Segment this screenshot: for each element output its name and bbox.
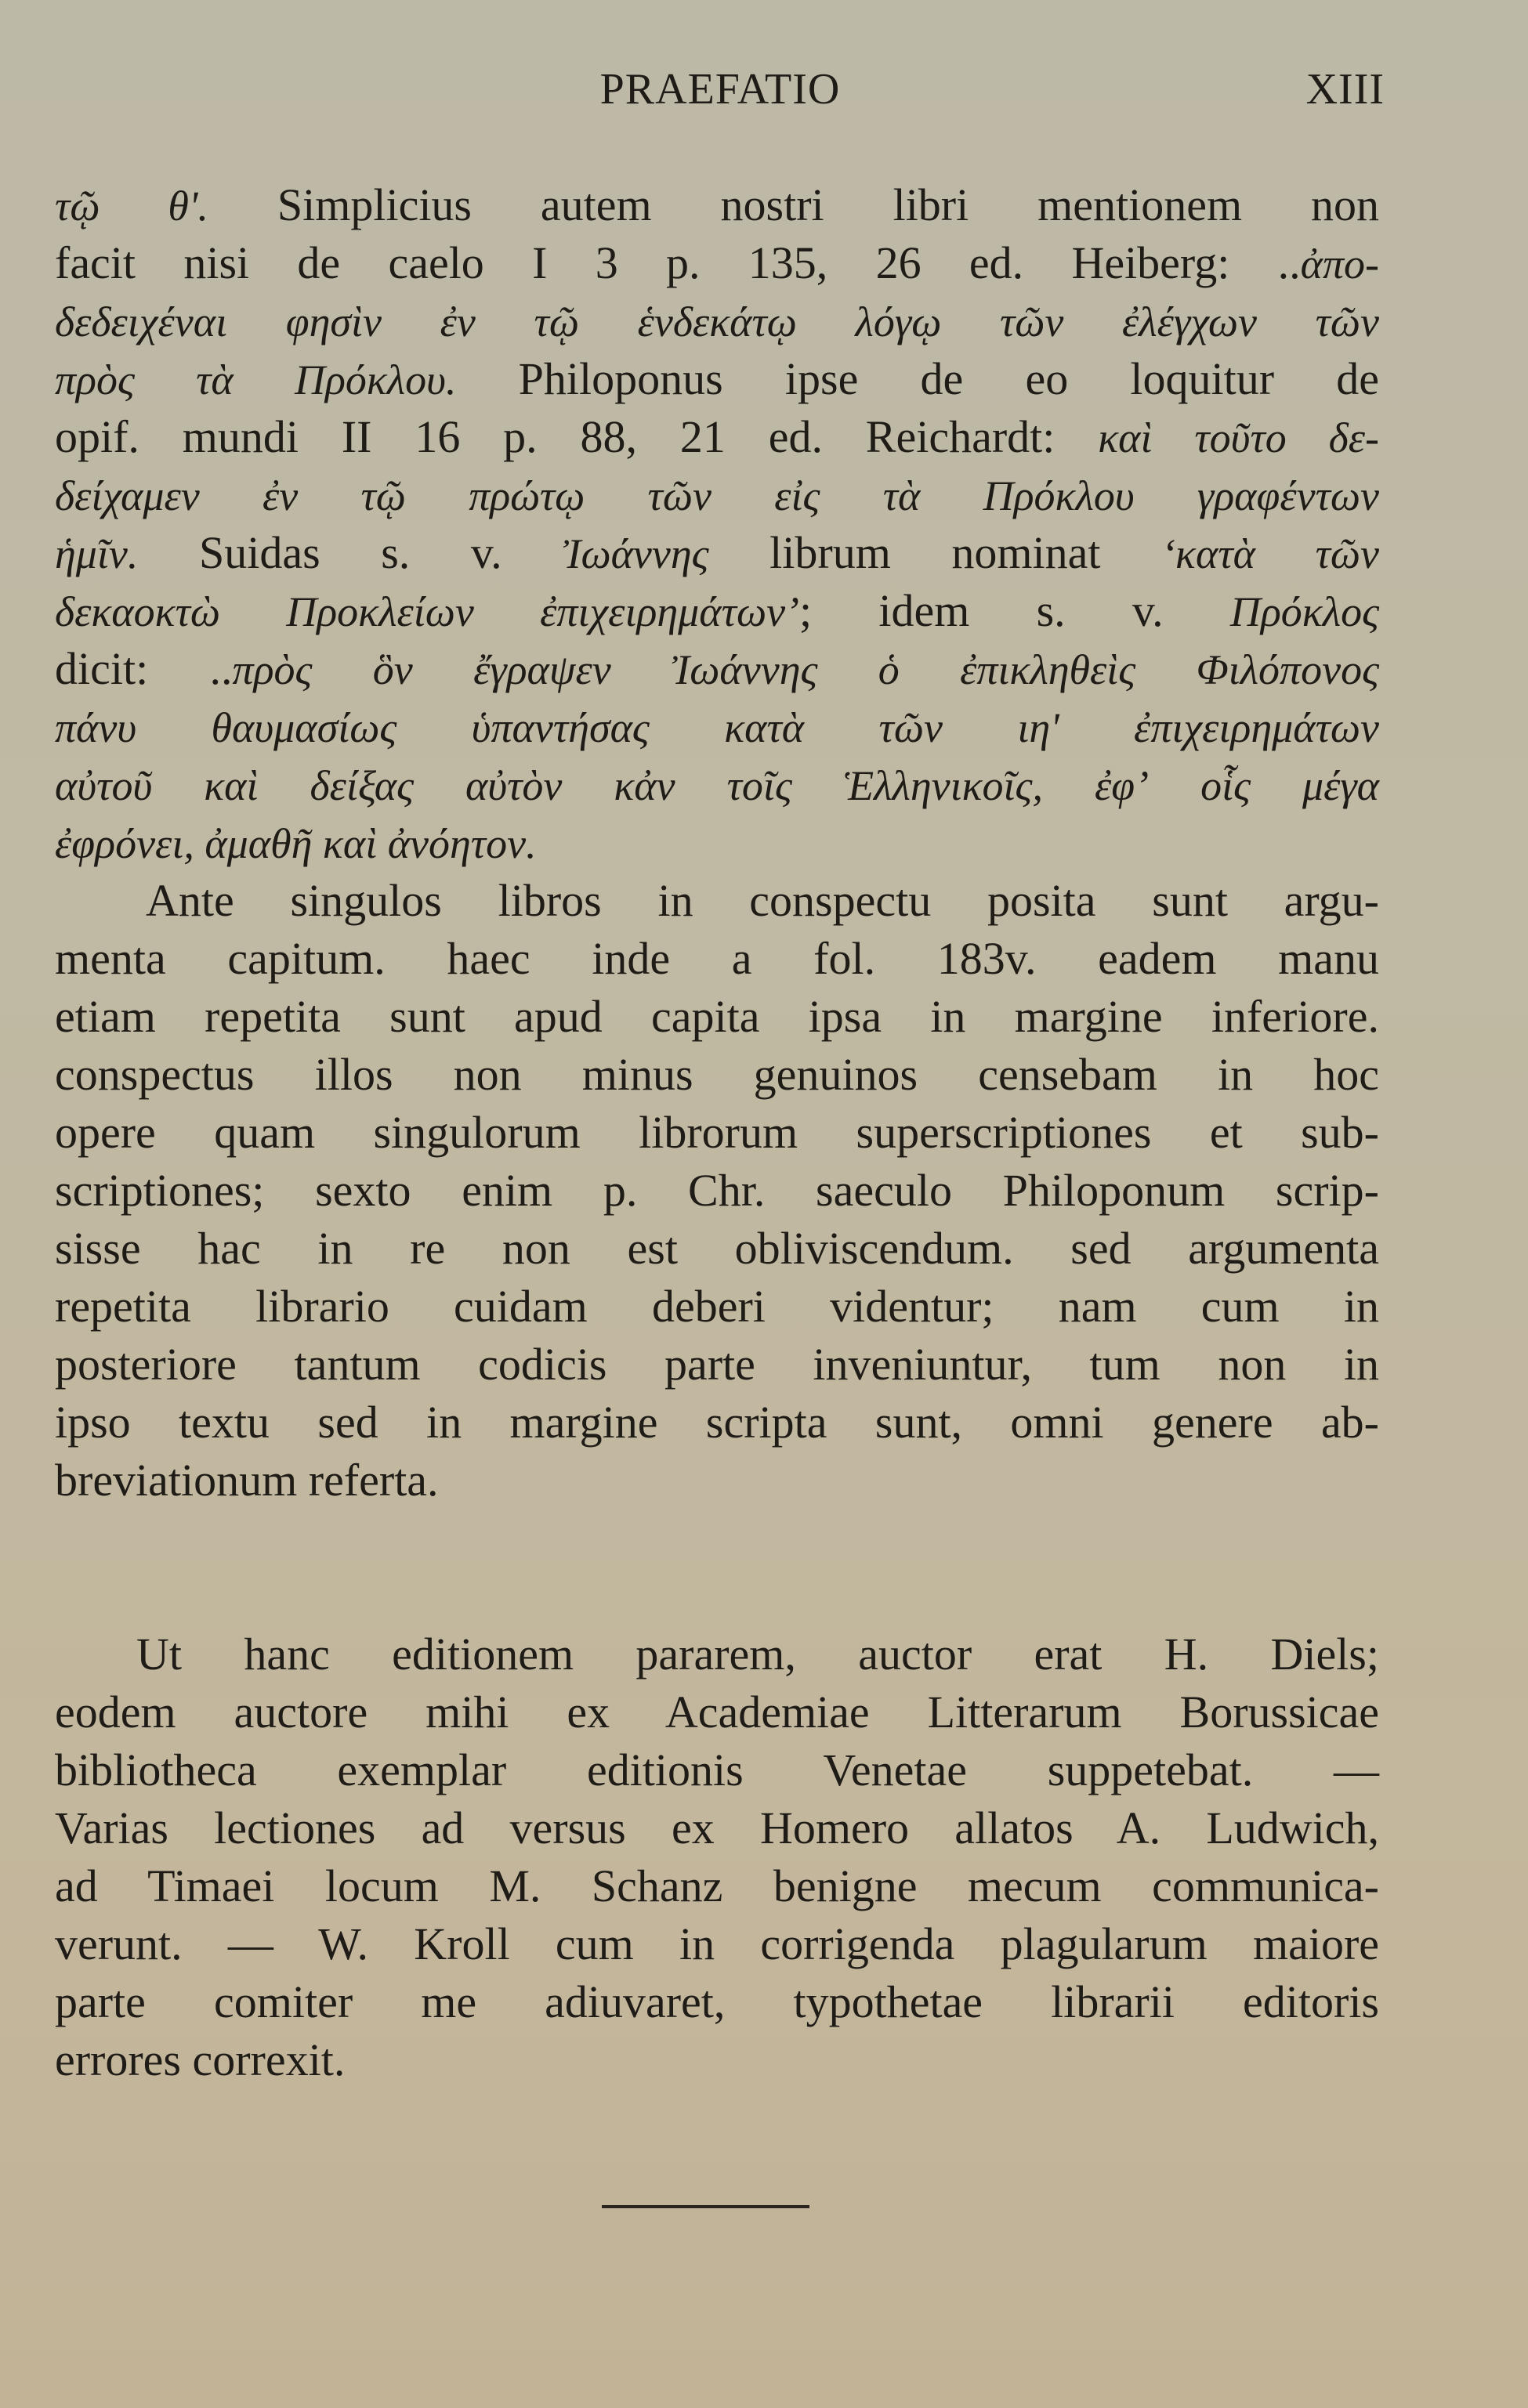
latin-text: errores correxit. [55, 2034, 346, 2085]
greek-quote: αὐτοῦ καὶ δείξας αὐτὸν κἀν τοῖς Ἑλληνικοῖς, ἐφʼ οἷς μέγα [55, 762, 1379, 809]
greek-quote: Πρόκλος [1229, 588, 1379, 635]
greek-quote: ἡμῖν. [55, 530, 139, 577]
latin-text: Simplicius autem nostri libri mentionem non [208, 179, 1380, 230]
text-line [55, 1278, 1379, 1336]
text-line [55, 1625, 1379, 1683]
text-line [55, 1799, 1379, 1857]
text-line [55, 1394, 1379, 1452]
latin-text: ; idem s. v. [799, 585, 1230, 636]
latin-text: facit nisi de caelo I 3 p. 135, 26 ed. Heiberg: .. [55, 237, 1301, 288]
greek-quote: πάνυ θαυμασίως ὑπαντήσας κατὰ τῶν ιηʹ ἐπιχειρημάτων [55, 704, 1379, 751]
latin-text: Philoponus ipse de eo loquitur de [456, 353, 1379, 404]
latin-text: conspectus illos non minus genuinos censebam in hoc [55, 1049, 1379, 1100]
greek-quote: ἐφρόνει, ἀμαθῆ καὶ ἀνόητον. [55, 820, 537, 867]
text-line [55, 234, 1379, 292]
text-line [55, 756, 1379, 814]
body-text [55, 176, 1379, 2089]
text-line [55, 1046, 1379, 1104]
text-line [55, 292, 1379, 350]
text-line [55, 408, 1379, 466]
text-line [55, 1162, 1379, 1220]
greek-quote: τῷ θʹ. [55, 183, 208, 230]
text-line [55, 1452, 1379, 1510]
latin-text: Ut hanc editionem pararem, auctor erat H. Diels; [136, 1629, 1379, 1679]
paragraph-gap [55, 1510, 1379, 1567]
text-line [55, 814, 1379, 872]
text-line [55, 640, 1379, 698]
latin-text: Varias lectiones ad versus ex Homero allatos A. Ludwich, [55, 1802, 1379, 1853]
text-line [55, 582, 1379, 640]
latin-text: parte comiter me adiuvaret, typothetae librarii editoris [55, 1976, 1379, 2027]
latin-text: menta capitum. haec inde a fol. 183v. eadem manu [55, 933, 1379, 984]
latin-text: verunt. — W. Kroll cum in corrigenda plagularum maiore [55, 1918, 1379, 1969]
text-line [55, 1336, 1379, 1394]
text-line [55, 872, 1379, 930]
latin-text: opif. mundi II 16 p. 88, 21 ed. Reichardt: [55, 411, 1099, 462]
latin-text: scriptiones; sexto enim p. Chr. saeculo Philoponum scrip- [55, 1165, 1379, 1216]
text-line [55, 1220, 1379, 1278]
text-line [55, 1741, 1379, 1799]
latin-text: bibliotheca exemplar editionis Venetae suppetebat. — [55, 1745, 1379, 1795]
latin-text: Suidas s. v. [138, 527, 563, 578]
text-line [55, 350, 1379, 408]
latin-text: etiam repetita sunt apud capita ipsa in margine inferiore. [55, 991, 1379, 1042]
greek-quote: ἀπο- [1300, 240, 1379, 287]
greek-quote: πρὸς τὰ Πρόκλου. [55, 356, 457, 403]
latin-text: Ante singulos libros in conspectu posita sunt argu- [146, 875, 1379, 926]
latin-text: ipso textu sed in margine scripta sunt, omni genere ab- [55, 1397, 1379, 1448]
page-number: XIII [1305, 65, 1385, 114]
latin-text: eodem auctore mihi ex Academiae Litterarum Borussicae [55, 1687, 1379, 1737]
text-line [55, 1915, 1379, 1973]
greek-quote: δεδειχέναι φησὶν ἐν τῷ ἑνδεκάτῳ λόγῳ τῶν ἐλέγχων τῶν [55, 298, 1379, 345]
greek-quote: Ἰωάννης [563, 530, 709, 577]
running-head-title: PRAEFATIO [599, 65, 841, 114]
latin-text: librum nominat [708, 527, 1162, 578]
text-line [55, 698, 1379, 756]
text-line [55, 2031, 1379, 2089]
text-line [55, 988, 1379, 1046]
latin-text: repetita librario cuidam deberi videntur; nam cum in [55, 1281, 1379, 1332]
text-line [55, 930, 1379, 988]
text-line [55, 1683, 1379, 1741]
text-line [55, 1104, 1379, 1162]
latin-text: dicit: .. [55, 643, 233, 694]
greek-quote: δείχαμεν ἐν τῷ πρώτῳ τῶν εἰς τὰ Πρόκλου γραφέντων [55, 472, 1379, 519]
latin-text: opere quam singulorum librorum superscriptiones et sub- [55, 1107, 1379, 1158]
text-line [55, 524, 1379, 582]
greek-quote: ‘κατὰ τῶν [1161, 530, 1379, 577]
text-line [55, 1857, 1379, 1915]
latin-text: sisse hac in re non est obliviscendum. sed argumenta [55, 1223, 1379, 1274]
greek-quote: καὶ τοῦτο δε- [1098, 414, 1379, 461]
latin-text: ad Timaei locum M. Schanz benigne mecum communica- [55, 1860, 1379, 1911]
paragraph-gap [55, 1567, 1379, 1625]
text-line [55, 1973, 1379, 2031]
greek-quote: δεκαοκτὼ Προκλείων ἐπιχειρημάτων’ [55, 588, 800, 635]
closing-rule [602, 2205, 809, 2208]
text-line [55, 466, 1379, 524]
latin-text: breviationum referta. [55, 1455, 439, 1506]
greek-quote: πρὸς ὃν ἔγραψεν Ἰωάννης ὁ ἐπικληθεὶς Φιλόπονος [232, 646, 1379, 693]
text-line [55, 176, 1379, 234]
latin-text: posteriore tantum codicis parte inveniuntur, tum non in [55, 1339, 1379, 1390]
